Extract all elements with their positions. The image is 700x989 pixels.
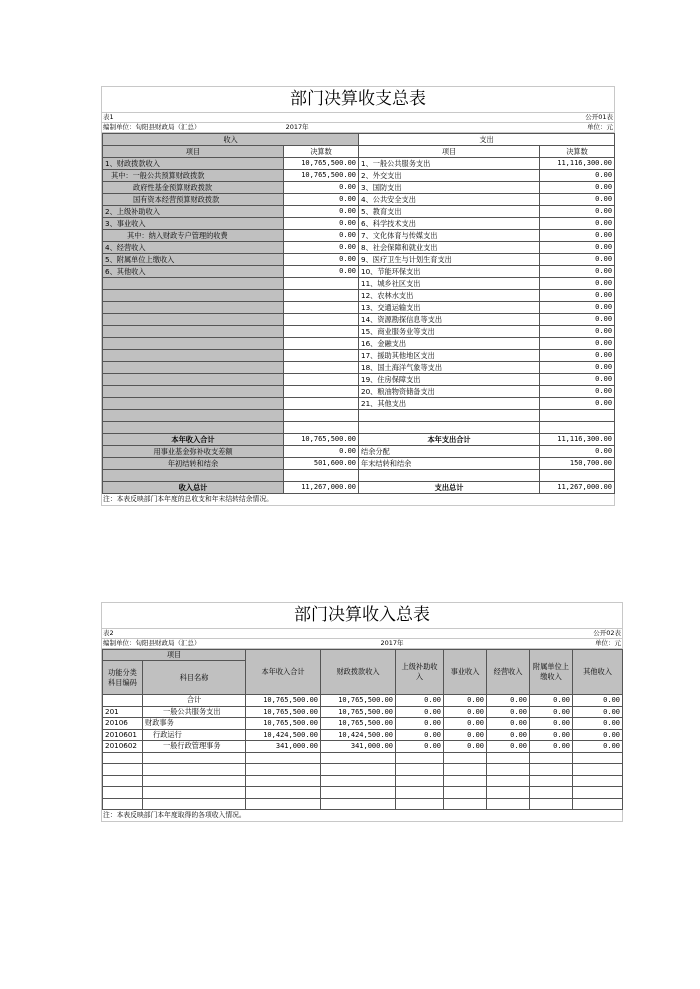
income-amount: 0.00 (284, 218, 359, 230)
expense-item: 13、交通运输支出 (359, 302, 540, 314)
expense-grand-label: 支出总计 (359, 482, 540, 494)
income-item (103, 314, 284, 326)
table2-title: 部门决算收入总表 (102, 602, 622, 629)
table2-year: 2017年 (380, 639, 404, 647)
table2-superior-cell (396, 775, 444, 787)
table2-affiliated-cell (530, 775, 573, 787)
table1-unit-row (102, 123, 614, 133)
income-blank-label (103, 470, 284, 482)
table2-code-cell (103, 752, 143, 764)
table2-affiliated-cell: 0.00 (530, 718, 573, 730)
table2-row (103, 798, 623, 810)
table2-row (103, 775, 623, 787)
expense-item: 16、金融支出 (359, 338, 540, 350)
income-amount (284, 350, 359, 362)
table2-fiscal-cell: 10,765,500.00 (321, 695, 396, 707)
income-item (103, 302, 284, 314)
income-item: 3、事业收入 (103, 218, 284, 230)
expense-item: 12、农林水支出 (359, 290, 540, 302)
income-item: 国有资本经营预算财政拨款 (103, 194, 284, 206)
table2-code-row (102, 629, 622, 639)
table2-name-cell (143, 798, 246, 810)
table2-superior-cell: 0.00 (396, 706, 444, 718)
expense-carry-value: 150,700.00 (540, 458, 615, 470)
income-item (103, 350, 284, 362)
expense-item-header: 项目 (359, 146, 540, 158)
expense-amount: 0.00 (540, 170, 615, 182)
subject-name-header: 科目名称 (143, 661, 246, 695)
table2-code-left: 表2 (103, 629, 114, 637)
income-item (103, 398, 284, 410)
table2-operating-cell (487, 752, 530, 764)
expense-amount: 0.00 (540, 254, 615, 266)
income-expense-summary-sheet (101, 86, 615, 506)
expense-amount (540, 410, 615, 422)
expense-item: 9、医疗卫生与计划生育支出 (359, 254, 540, 266)
table1-grid (102, 133, 615, 494)
income-amount: 0.00 (284, 230, 359, 242)
table1-carry-row (103, 458, 615, 470)
expense-amount: 0.00 (540, 302, 615, 314)
income-amount (284, 314, 359, 326)
income-fund-label: 用事业基金弥补收支差额 (103, 446, 284, 458)
total-income-header: 本年收入合计 (246, 650, 321, 695)
income-item: 5、附属单位上缴收入 (103, 254, 284, 266)
table2-other-cell (573, 787, 623, 799)
table2-row (103, 729, 623, 741)
income-item (103, 290, 284, 302)
table1-row (103, 182, 615, 194)
table2-total-cell (246, 787, 321, 799)
table1-row (103, 218, 615, 230)
table2-superior-cell: 0.00 (396, 718, 444, 730)
income-amount: 0.00 (284, 182, 359, 194)
table2-operating-cell (487, 775, 530, 787)
table1-row (103, 314, 615, 326)
table2-code-right: 公开02表 (593, 629, 621, 637)
table1-row (103, 230, 615, 242)
table2-business-cell: 0.00 (444, 695, 487, 707)
table2-affiliated-cell: 0.00 (530, 741, 573, 753)
expense-amount: 0.00 (540, 266, 615, 278)
table2-total-cell: 10,765,500.00 (246, 695, 321, 707)
table2-fiscal-cell (321, 787, 396, 799)
expense-amount: 0.00 (540, 350, 615, 362)
table2-code-cell: 20106 (103, 718, 143, 730)
table2-superior-cell (396, 787, 444, 799)
income-item (103, 422, 284, 434)
table2-affiliated-cell (530, 787, 573, 799)
table1-row (103, 410, 615, 422)
expense-amount: 0.00 (540, 374, 615, 386)
expense-item: 4、公共安全支出 (359, 194, 540, 206)
table2-affiliated-cell (530, 764, 573, 776)
table2-affiliated-cell: 0.00 (530, 695, 573, 707)
table2-fiscal-cell (321, 775, 396, 787)
expense-total-value: 11,116,300.00 (540, 434, 615, 446)
table2-affiliated-cell (530, 752, 573, 764)
table2-business-cell (444, 764, 487, 776)
table1-code-right: 公开01表 (585, 113, 613, 121)
expense-amount: 0.00 (540, 326, 615, 338)
table2-fiscal-cell: 10,424,500.00 (321, 729, 396, 741)
table2-operating-cell (487, 798, 530, 810)
table2-fiscal-cell: 341,000.00 (321, 741, 396, 753)
expense-item: 18、国土海洋气象等支出 (359, 362, 540, 374)
income-item (103, 326, 284, 338)
table2-row (103, 695, 623, 707)
other-income-header: 其他收入 (573, 650, 623, 695)
table2-code-cell (103, 764, 143, 776)
expense-carry-label: 年末结转和结余 (359, 458, 540, 470)
income-total-value: 10,765,500.00 (284, 434, 359, 446)
expense-amount: 0.00 (540, 338, 615, 350)
table1-row (103, 254, 615, 266)
income-item (103, 410, 284, 422)
table2-other-cell: 0.00 (573, 729, 623, 741)
expense-amount: 0.00 (540, 230, 615, 242)
income-item (103, 278, 284, 290)
table1-row (103, 290, 615, 302)
table2-operating-cell (487, 787, 530, 799)
table1-row (103, 194, 615, 206)
income-blank-value (284, 470, 359, 482)
table2-operating-cell: 0.00 (487, 695, 530, 707)
income-item: 其中：一般公共预算财政拨款 (103, 170, 284, 182)
table1-row (103, 158, 615, 170)
income-amount (284, 374, 359, 386)
table2-fiscal-cell: 10,765,500.00 (321, 718, 396, 730)
table2-name-cell (143, 775, 246, 787)
income-amount (284, 326, 359, 338)
income-grand-label: 收入总计 (103, 482, 284, 494)
table1-fund-row (103, 446, 615, 458)
table2-affiliated-cell: 0.00 (530, 706, 573, 718)
income-amount: 0.00 (284, 194, 359, 206)
expense-item: 3、国防支出 (359, 182, 540, 194)
income-amount (284, 278, 359, 290)
table2-name-cell: 合计 (143, 695, 246, 707)
table2-total-cell: 10,424,500.00 (246, 729, 321, 741)
table1-row (103, 170, 615, 182)
table1-unit-label: 编制单位：旬阳县财政局（汇总） (103, 123, 201, 131)
table1-row (103, 362, 615, 374)
expense-fund-label: 结余分配 (359, 446, 540, 458)
table1-blank-row (103, 470, 615, 482)
table2-business-cell (444, 798, 487, 810)
expense-item (359, 422, 540, 434)
expense-amount: 0.00 (540, 242, 615, 254)
table2-row (103, 741, 623, 753)
income-item (103, 338, 284, 350)
income-amount: 0.00 (284, 242, 359, 254)
income-amount (284, 362, 359, 374)
operating-income-header: 经营收入 (487, 650, 530, 695)
table2-code-cell: 2010601 (103, 729, 143, 741)
table2-unit-label: 编制单位：旬阳县财政局（汇总） (103, 639, 201, 647)
table1-row (103, 398, 615, 410)
table2-operating-cell: 0.00 (487, 741, 530, 753)
table2-other-cell: 0.00 (573, 718, 623, 730)
table1-row (103, 326, 615, 338)
table1-title: 部门决算收支总表 (102, 86, 614, 113)
income-amount-header: 决算数 (284, 146, 359, 158)
table2-total-cell: 10,765,500.00 (246, 706, 321, 718)
table2-name-cell: 财政事务 (143, 718, 246, 730)
income-total-label: 本年收入合计 (103, 434, 284, 446)
table2-business-cell: 0.00 (444, 706, 487, 718)
expense-amount: 0.00 (540, 218, 615, 230)
table2-total-cell (246, 764, 321, 776)
table2-name-cell: 一般公共服务支出 (143, 706, 246, 718)
table2-superior-cell (396, 798, 444, 810)
expense-amount: 0.00 (540, 206, 615, 218)
income-fund-value: 0.00 (284, 446, 359, 458)
table1-row (103, 386, 615, 398)
expense-item: 7、文化体育与传媒支出 (359, 230, 540, 242)
expense-item: 2、外交支出 (359, 170, 540, 182)
income-amount: 10,765,500.00 (284, 158, 359, 170)
expense-amount: 0.00 (540, 314, 615, 326)
table2-name-cell (143, 752, 246, 764)
table1-row (103, 278, 615, 290)
expense-item: 14、资源勘探信息等支出 (359, 314, 540, 326)
table2-fiscal-cell: 10,765,500.00 (321, 706, 396, 718)
income-item (103, 374, 284, 386)
table2-code-cell (103, 798, 143, 810)
table2-business-cell: 0.00 (444, 729, 487, 741)
expense-item (359, 410, 540, 422)
expense-amount-header: 决算数 (540, 146, 615, 158)
income-amount (284, 386, 359, 398)
table2-code-cell (103, 695, 143, 707)
income-amount (284, 410, 359, 422)
table1-row (103, 302, 615, 314)
income-amount (284, 398, 359, 410)
table2-row (103, 718, 623, 730)
table2-other-cell (573, 764, 623, 776)
income-carry-value: 501,600.00 (284, 458, 359, 470)
table2-superior-cell: 0.00 (396, 741, 444, 753)
table1-row (103, 338, 615, 350)
expense-amount: 0.00 (540, 398, 615, 410)
expense-amount: 11,116,300.00 (540, 158, 615, 170)
table2-name-cell (143, 787, 246, 799)
income-section-header: 收入 (103, 134, 359, 146)
table1-year: 2017年 (285, 123, 309, 131)
expense-amount: 0.00 (540, 362, 615, 374)
expense-amount: 0.00 (540, 182, 615, 194)
table2-operating-cell: 0.00 (487, 718, 530, 730)
income-item (103, 386, 284, 398)
income-carry-label: 年初结转和结余 (103, 458, 284, 470)
table2-superior-cell (396, 752, 444, 764)
income-summary-sheet (101, 602, 623, 822)
table2-row (103, 752, 623, 764)
table2-total-cell (246, 798, 321, 810)
expense-amount: 0.00 (540, 194, 615, 206)
table1-currency: 单位：元 (587, 123, 613, 131)
table1-row (103, 350, 615, 362)
table2-other-cell: 0.00 (573, 695, 623, 707)
table1-row (103, 206, 615, 218)
income-amount: 0.00 (284, 266, 359, 278)
table2-superior-cell (396, 764, 444, 776)
table1-row (103, 266, 615, 278)
expense-blank-label (359, 470, 540, 482)
table1-row (103, 242, 615, 254)
table2-name-cell: 行政运行 (143, 729, 246, 741)
table2-affiliated-cell: 0.00 (530, 729, 573, 741)
table2-unit-row (102, 639, 622, 649)
expense-fund-value: 0.00 (540, 446, 615, 458)
table1-grand-row (103, 482, 615, 494)
table2-fiscal-cell (321, 764, 396, 776)
table2-business-cell: 0.00 (444, 718, 487, 730)
table2-fiscal-cell (321, 752, 396, 764)
fiscal-income-header: 财政拨款收入 (321, 650, 396, 695)
income-item (103, 362, 284, 374)
income-amount (284, 290, 359, 302)
expense-amount: 0.00 (540, 290, 615, 302)
income-grand-value: 11,267,000.00 (284, 482, 359, 494)
income-item: 其中：纳入财政专户管理的收费 (103, 230, 284, 242)
table2-total-cell: 341,000.00 (246, 741, 321, 753)
table2-business-cell: 0.00 (444, 741, 487, 753)
table2-total-cell: 10,765,500.00 (246, 718, 321, 730)
table2-code-cell: 2010602 (103, 741, 143, 753)
expense-section-header: 支出 (359, 134, 615, 146)
table2-other-cell (573, 775, 623, 787)
table1-total-row (103, 434, 615, 446)
table2-other-cell: 0.00 (573, 706, 623, 718)
expense-item: 20、粮油物资储备支出 (359, 386, 540, 398)
expense-item: 17、援助其他地区支出 (359, 350, 540, 362)
table2-total-cell (246, 775, 321, 787)
expense-amount: 0.00 (540, 386, 615, 398)
table2-operating-cell: 0.00 (487, 706, 530, 718)
income-amount (284, 302, 359, 314)
table2-other-cell (573, 752, 623, 764)
expense-amount: 0.00 (540, 278, 615, 290)
table2-name-cell: 一般行政管理事务 (143, 741, 246, 753)
income-item: 2、上级补助收入 (103, 206, 284, 218)
income-item-header: 项目 (103, 146, 284, 158)
expense-item: 11、城乡社区支出 (359, 278, 540, 290)
expense-item: 15、商业服务业等支出 (359, 326, 540, 338)
superior-subsidy-header: 上级补助收入 (396, 650, 444, 695)
table2-row (103, 787, 623, 799)
table2-other-cell: 0.00 (573, 741, 623, 753)
table1-code-row (102, 113, 614, 123)
expense-blank-value (540, 470, 615, 482)
table2-code-cell: 201 (103, 706, 143, 718)
table2-superior-cell: 0.00 (396, 729, 444, 741)
expense-total-label: 本年支出合计 (359, 434, 540, 446)
table2-name-cell (143, 764, 246, 776)
table2-code-cell (103, 775, 143, 787)
income-amount (284, 338, 359, 350)
table2-currency: 单位：元 (595, 639, 621, 647)
table2-operating-cell: 0.00 (487, 729, 530, 741)
affiliated-income-header: 附属单位上缴收入 (530, 650, 573, 695)
expense-grand-value: 11,267,000.00 (540, 482, 615, 494)
expense-item: 10、节能环保支出 (359, 266, 540, 278)
expense-item: 5、教育支出 (359, 206, 540, 218)
business-income-header: 事业收入 (444, 650, 487, 695)
table1-note: 注：本表反映部门本年度的总收支和年末结转结余情况。 (102, 494, 614, 506)
income-amount: 0.00 (284, 254, 359, 266)
table2-fiscal-cell (321, 798, 396, 810)
table2-row (103, 706, 623, 718)
income-amount: 10,765,500.00 (284, 170, 359, 182)
table2-other-cell (573, 798, 623, 810)
table2-row (103, 764, 623, 776)
table2-code-cell (103, 787, 143, 799)
income-amount: 0.00 (284, 206, 359, 218)
expense-item: 19、住房保障支出 (359, 374, 540, 386)
table2-business-cell (444, 775, 487, 787)
table2-business-cell (444, 787, 487, 799)
table1-row (103, 422, 615, 434)
table2-business-cell (444, 752, 487, 764)
table2-grid (102, 649, 623, 810)
table1-row (103, 374, 615, 386)
expense-item: 8、社会保障和就业支出 (359, 242, 540, 254)
income-item: 政府性基金预算财政拨款 (103, 182, 284, 194)
function-code-header: 功能分类科目编码 (103, 661, 143, 695)
table1-code-left: 表1 (103, 113, 114, 121)
table2-note: 注：本表反映部门本年度取得的各项收入情况。 (102, 810, 622, 822)
table2-affiliated-cell (530, 798, 573, 810)
income-item: 1、财政拨款收入 (103, 158, 284, 170)
income-amount (284, 422, 359, 434)
expense-amount (540, 422, 615, 434)
table2-total-cell (246, 752, 321, 764)
income-item: 4、经营收入 (103, 242, 284, 254)
income-item: 6、其他收入 (103, 266, 284, 278)
table2-operating-cell (487, 764, 530, 776)
expense-item: 1、一般公共服务支出 (359, 158, 540, 170)
table2-superior-cell: 0.00 (396, 695, 444, 707)
expense-item: 21、其他支出 (359, 398, 540, 410)
expense-item: 6、科学技术支出 (359, 218, 540, 230)
project-header: 项目 (103, 650, 246, 661)
